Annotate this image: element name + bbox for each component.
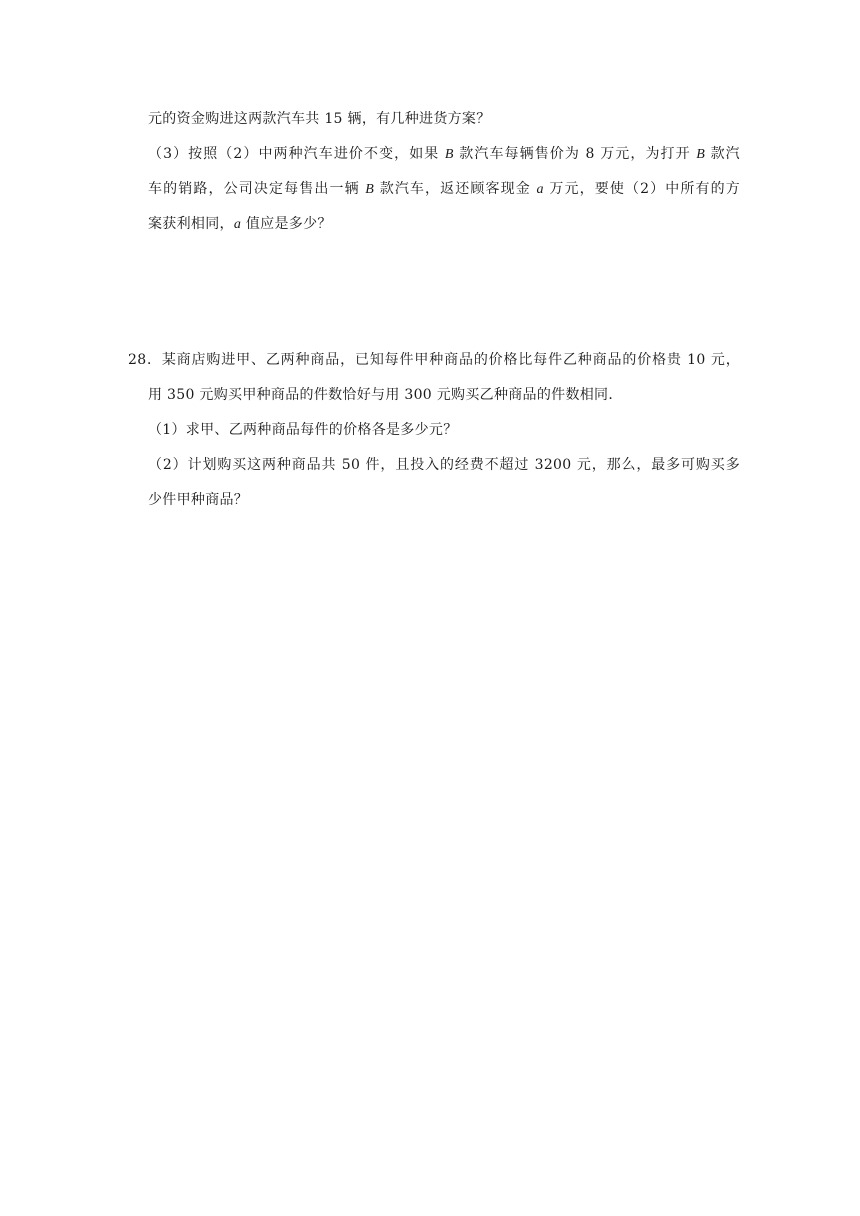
text-segment: 万元，要使（2）中所有的方	[543, 181, 741, 197]
text-segment: （3）按照（2）中两种汽车进价不变，如果	[148, 146, 445, 162]
variable-a: a	[536, 182, 544, 197]
q28-part2-line1: （2）计划购买这两种商品共 50 件，且投入的经费不超过 3200 元，那么，最多可购买多	[148, 457, 740, 473]
q28-part2-line2: 少件甲种商品？	[148, 492, 249, 508]
text-segment: 款汽	[705, 146, 740, 162]
variable-a: a	[233, 217, 242, 232]
q27-part3-line1	[148, 144, 740, 165]
q28-stem-line2: 用 350 元购买甲种商品的件数恰好与用 300 元购买乙种商品的件数相同．	[148, 387, 623, 403]
text-segment: 款汽车每辆售价为 8 万元，为打开	[453, 146, 697, 162]
q27-part3-line3	[148, 214, 332, 235]
q27-part2-end-line: 元的资金购进这两款汽车共 15 辆，有几种进货方案？	[148, 111, 491, 127]
text-segment: 款汽车，返还顾客现金	[374, 181, 537, 197]
q28-part1: （1）求甲、乙两种商品每件的价格各是多少元？	[148, 422, 458, 438]
text-segment: 案获利相同，	[148, 216, 234, 232]
q28-stem-line1: 28．某商店购进甲、乙两种商品，已知每件甲种商品的价格比每件乙种商品的价格贵 10 元，	[128, 352, 740, 368]
text-segment: 值应是多少？	[241, 216, 332, 232]
text-segment: 车的销路，公司决定每售出一辆	[148, 181, 366, 197]
variable-b: B	[365, 182, 375, 197]
variable-b: B	[444, 147, 454, 162]
q27-part3-line2	[148, 179, 740, 200]
variable-b: B	[696, 147, 706, 162]
